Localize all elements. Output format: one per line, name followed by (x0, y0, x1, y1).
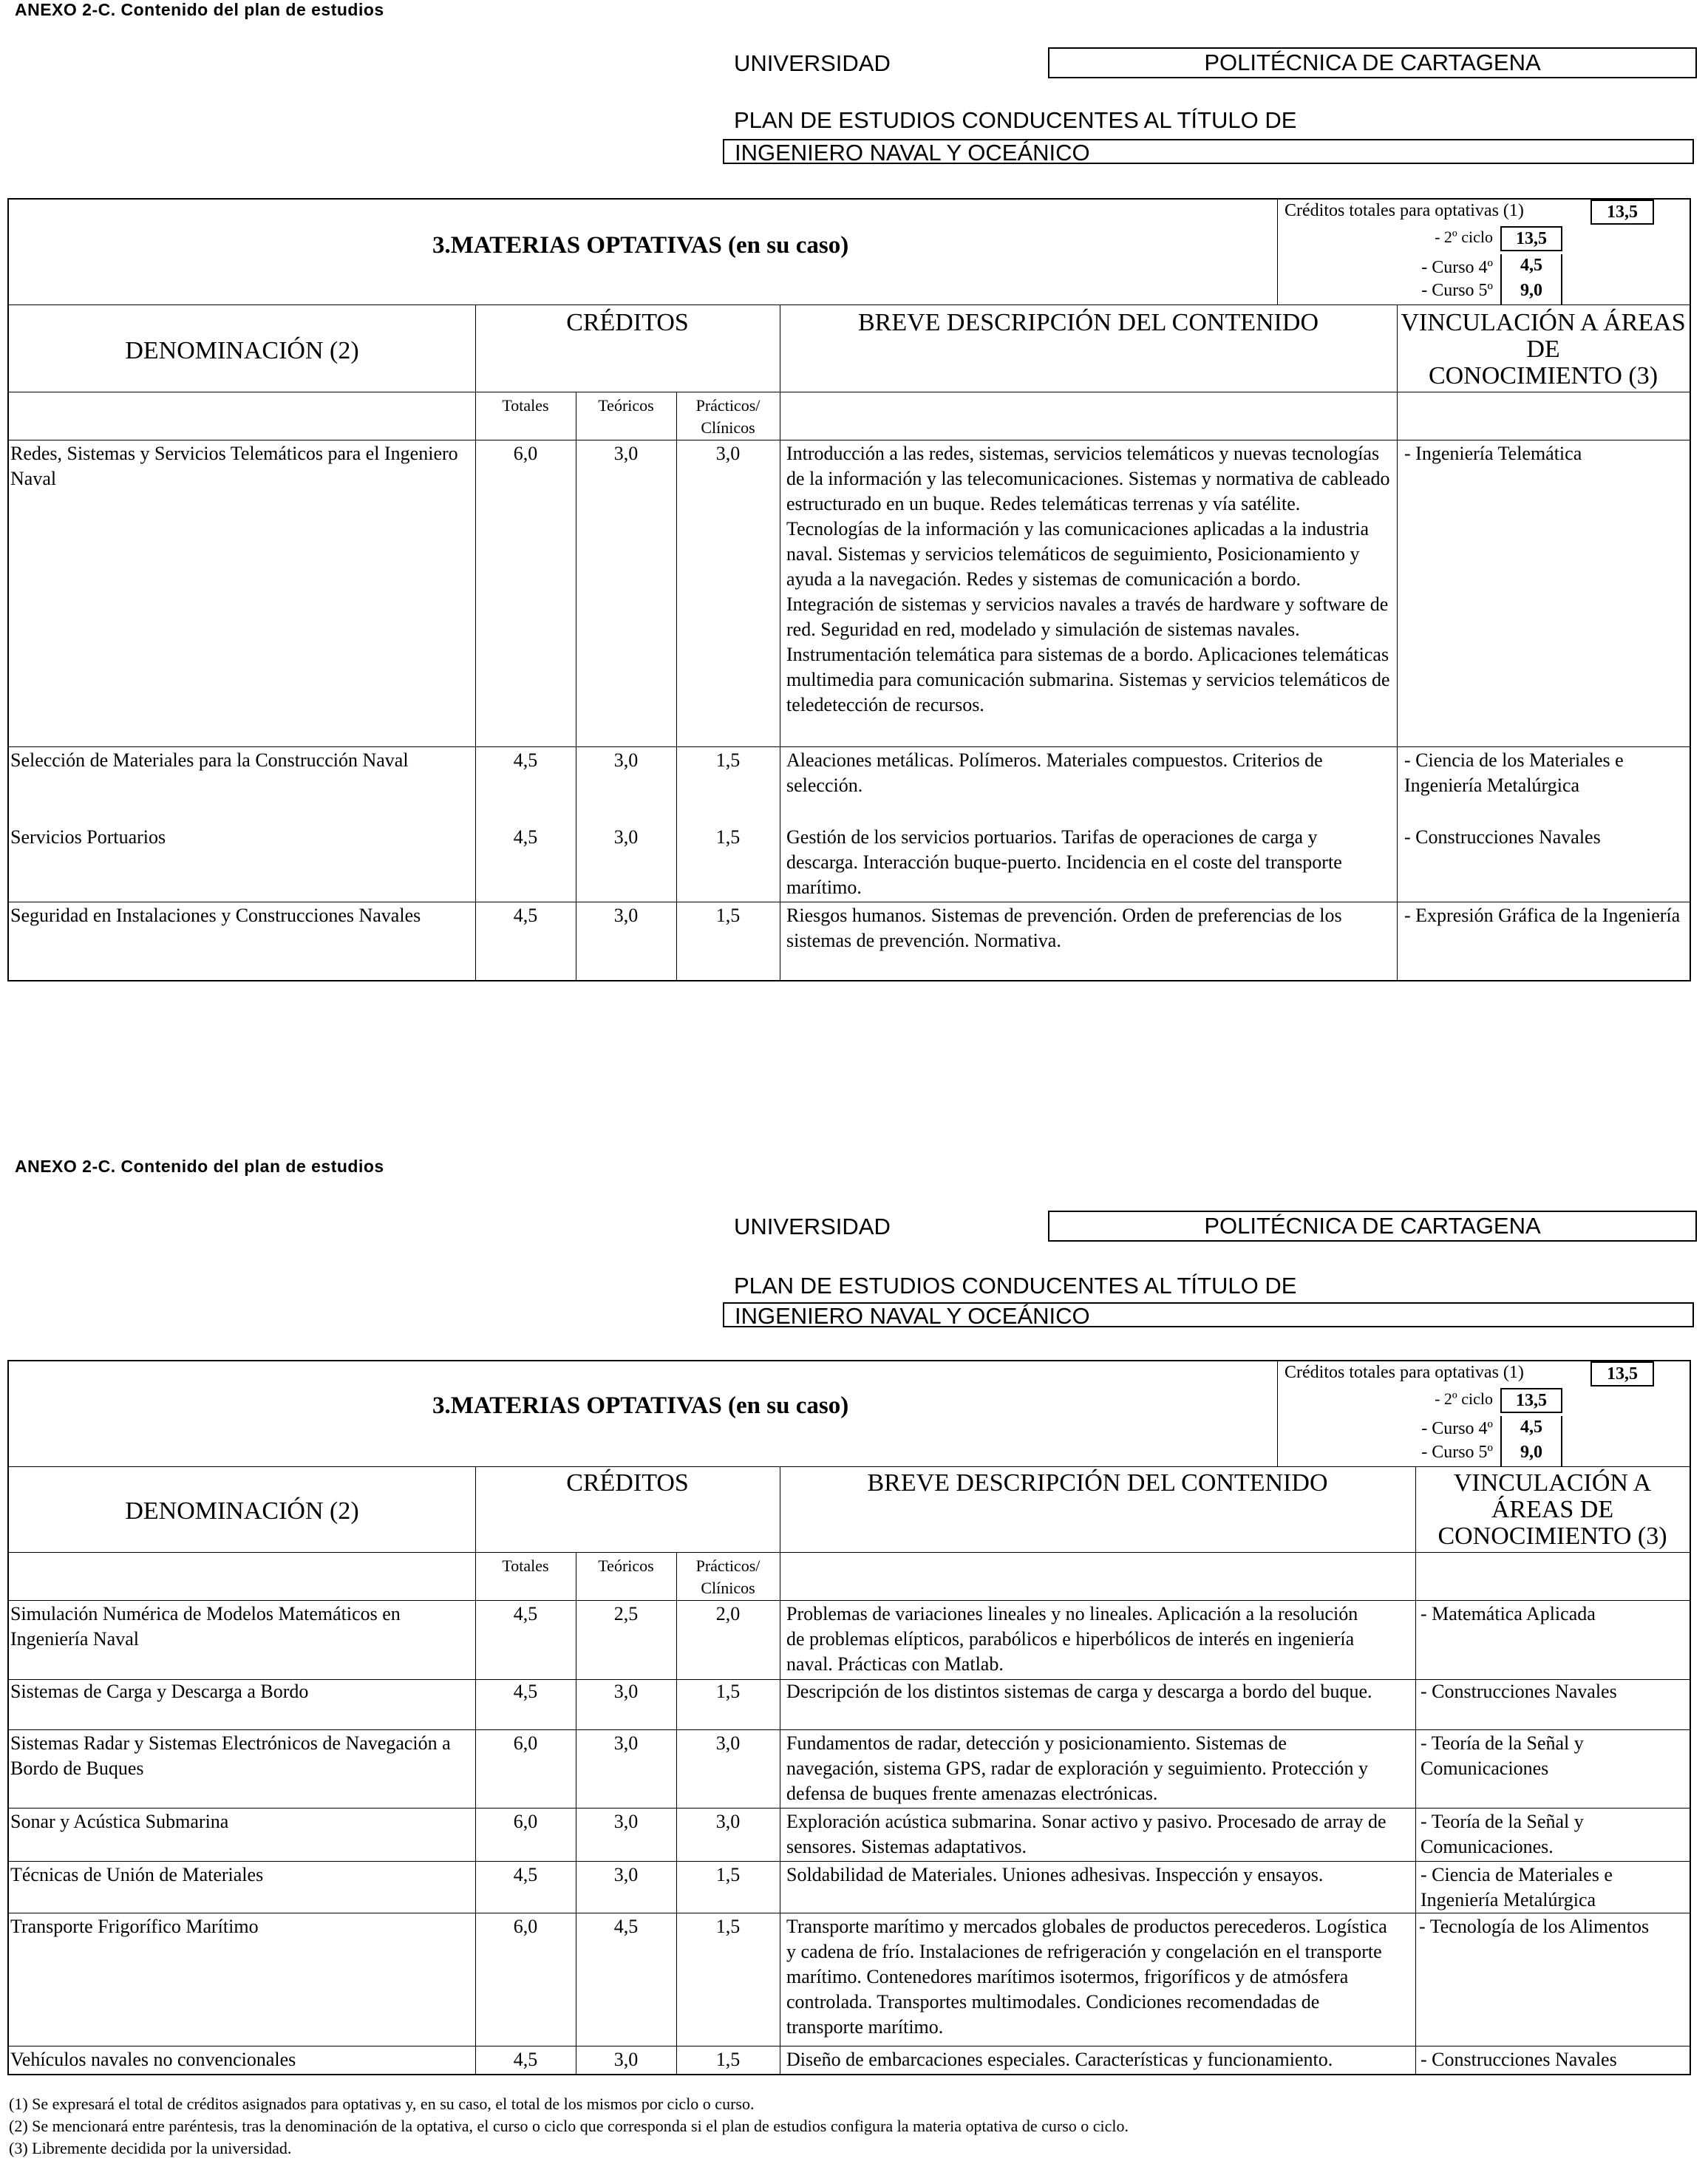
anexo-heading: ANEXO 2-C. Contenido del plan de estudios (15, 1157, 384, 1176)
col-rule (676, 392, 677, 981)
subheader-teoricos: Teóricos (598, 1556, 654, 1575)
subheader-practicos-1: Prácticos/ (695, 1556, 761, 1575)
table-row-name: Selección de Materiales para la Construcción Naval (10, 749, 409, 771)
creditos-total-label: Créditos totales para optativas (1) (1285, 1363, 1524, 1382)
header-creditos: CRÉDITOS (566, 309, 689, 336)
table-row-totales: 6,0 (513, 1732, 538, 1754)
header-vinculacion-3: CONOCIMIENTO (3) (1428, 362, 1658, 389)
table-row-totales: 6,0 (513, 443, 538, 464)
table-row-area: - Teoría de la Señal y Comunicaciones. (1421, 1811, 1584, 1857)
table-row-practicos: 3,0 (715, 1732, 741, 1754)
creditos-total-value: 13,5 (1590, 1361, 1654, 1386)
subheader-teoricos: Teóricos (598, 396, 654, 415)
row-rule (7, 1729, 1691, 1730)
table-row-practicos: 1,5 (715, 1864, 741, 1885)
subheader-practicos-2: Clínicos (701, 1579, 755, 1597)
table-row-teoricos: 3,0 (613, 905, 639, 926)
curso5-label: - Curso 5º (1421, 1443, 1493, 1462)
row-rule (7, 1861, 1691, 1862)
table-row-practicos: 1,5 (715, 2049, 741, 2070)
table-row-area: - Ciencia de Materiales e Ingeniería Metalúrgica (1421, 1864, 1613, 1910)
table-row-descripcion: Introducción a las redes, sistemas, servicios telemáticos y nuevas tecnologías de la información y las telecomunicaciones. Sistemas y normativa de cableado estructurado en un buque. Redes telemáticas terrenas y vía satélite. Tecnologías de la información y las comunicaciones aplicadas a la industria naval. Sistemas y servicios telemáticos de seguimiento, Posicionamiento y ayuda a la navegación. Redes y sistemas de comunicación a bordo. Integración de sistemas y servicios navales a través de hardware y software de red. Seguridad en red, modelado y simulación de sistemas navales. Instrumentación telemática para sistemas de a bordo. Aplicaciones telemáticas multimedia para comunicación submarina. Sistemas y servicios telemáticos de teledetección de recursos. (786, 443, 1390, 715)
subheader-practicos-1: Prácticos/ (695, 396, 761, 415)
table-row-descripcion: Descripción de los distintos sistemas de carga y descarga a bordo del buque. (786, 1681, 1372, 1702)
table-row-name: Redes, Sistemas y Servicios Telemáticos para el Ingeniero Naval (10, 443, 458, 489)
col-rule (1397, 304, 1398, 981)
header-denominacion: DENOMINACIÓN (2) (125, 1497, 359, 1525)
table-row-teoricos: 2,5 (613, 1603, 639, 1624)
row-rule (7, 1466, 1691, 1467)
ciclo-label: - 2º ciclo (1435, 228, 1493, 246)
table-row-practicos: 1,5 (715, 905, 741, 926)
table-row-descripcion: Riesgos humanos. Sistemas de prevención. Orden de preferencias de los sistemas de prevención. Normativa. (786, 905, 1342, 951)
table-row-practicos: 1,5 (715, 1681, 741, 1702)
table-row-area: - Teoría de la Señal y Comunicaciones (1421, 1732, 1584, 1779)
footnote-2: (2) Se mencionará entre paréntesis, tras la denominación de la optativa, el curso o ciclo que corresponda si el plan de estudios configura la materia optativa de curso o ciclo. (9, 2117, 1129, 2135)
table-row-area: - Construcciones Navales (1421, 1681, 1617, 1702)
footnote-1: (1) Se expresará el total de créditos asignados para optativas y, en su caso, el total de los mismos por ciclo o curso. (9, 2095, 755, 2113)
header-vinculacion-3: CONOCIMIENTO (3) (1437, 1522, 1667, 1550)
table-row-practicos: 1,5 (715, 749, 741, 771)
header-denominacion: DENOMINACIÓN (2) (125, 337, 359, 364)
materias-title: 3.MATERIAS OPTATIVAS (en su caso) (432, 1392, 849, 1419)
header-vinculacion-1: VINCULACIÓN A (1453, 1469, 1652, 1497)
divider (1277, 198, 1278, 304)
header-vinculacion-1: VINCULACIÓN A ÁREAS (1401, 309, 1686, 336)
curso5-value: 9,0 (1500, 1441, 1562, 1466)
universidad-name: POLITÉCNICA DE CARTAGENA (1048, 1211, 1697, 1242)
table-row-practicos: 2,0 (715, 1603, 741, 1624)
table-row-practicos: 1,5 (715, 826, 741, 848)
curso5-value: 9,0 (1500, 279, 1562, 304)
table-row-totales: 6,0 (513, 1916, 538, 1937)
table-row-name: Servicios Portuarios (10, 826, 166, 848)
table-row-teoricos: 4,5 (613, 1916, 639, 1937)
table-row-totales: 4,5 (513, 1603, 538, 1624)
table-row-area: - Matemática Aplicada (1421, 1603, 1596, 1624)
table-row-totales: 4,5 (513, 749, 538, 771)
table-row-name: Simulación Numérica de Modelos Matemáticos en Ingeniería Naval (10, 1603, 401, 1650)
ciclo-label: - 2º ciclo (1435, 1389, 1493, 1408)
header-descripcion: BREVE DESCRIPCIÓN DEL CONTENIDO (867, 1469, 1328, 1497)
table-row-teoricos: 3,0 (613, 1681, 639, 1702)
table-row-teoricos: 3,0 (613, 1811, 639, 1832)
ciclo-value: 13,5 (1500, 1388, 1562, 1413)
curso4-value: 4,5 (1500, 254, 1562, 279)
creditos-total-value: 13,5 (1590, 200, 1654, 225)
subheader-totales: Totales (502, 1556, 549, 1575)
table-row-teoricos: 3,0 (613, 2049, 639, 2070)
ciclo-value: 13,5 (1500, 226, 1562, 251)
table-row-practicos: 1,5 (715, 1916, 741, 1937)
table-row-totales: 6,0 (513, 1811, 538, 1832)
table-row-teoricos: 3,0 (613, 1732, 639, 1754)
curso4-value: 4,5 (1500, 1416, 1562, 1441)
curso4-label: - Curso 4º (1421, 258, 1493, 277)
table-row-name: Vehículos navales no convencionales (10, 2049, 296, 2070)
universidad-label: UNIVERSIDAD (734, 1214, 891, 1239)
divider (1277, 1360, 1278, 1466)
table-row-name: Técnicas de Unión de Materiales (10, 1864, 264, 1885)
table-row-name: Seguridad en Instalaciones y Construcciones Navales (10, 905, 421, 926)
table-row-teoricos: 3,0 (613, 749, 639, 771)
curso4-label: - Curso 4º (1421, 1419, 1493, 1438)
table-row-name: Transporte Frigorífico Marítimo (10, 1916, 259, 1937)
table-row-totales: 4,5 (513, 905, 538, 926)
table-row-descripcion: Diseño de embarcaciones especiales. Características y funcionamiento. (786, 2049, 1333, 2070)
table-row-descripcion: Fundamentos de radar, detección y posicionamiento. Sistemas de navegación, sistema GPS, radar de exploración y seguimiento. Protección y defensa de buques frente amenazas electrónicas. (786, 1732, 1369, 1804)
table-row-area: - Construcciones Navales (1421, 2049, 1617, 2070)
footnote-3: (3) Libremente decidida por la universidad. (9, 2139, 292, 2157)
row-rule (7, 1808, 1691, 1809)
header-descripcion: BREVE DESCRIPCIÓN DEL CONTENIDO (857, 309, 1319, 336)
table-row-descripcion: Exploración acústica submarina. Sonar activo y pasivo. Procesado de array de sensores. Sistemas adaptativos. (786, 1811, 1387, 1857)
table-row-descripcion: Aleaciones metálicas. Polímeros. Materiales compuestos. Criterios de selección. (786, 749, 1323, 796)
titulo-box: INGENIERO NAVAL Y OCEÁNICO (723, 1302, 1694, 1327)
table-row-name: Sonar y Acústica Submarina (10, 1811, 229, 1832)
header-vinculacion-2: DE (1526, 336, 1560, 363)
row-rule (7, 304, 1691, 305)
plan-label: PLAN DE ESTUDIOS CONDUCENTES AL TÍTULO DE (734, 1273, 1297, 1299)
header-vinculacion-2: ÁREAS DE (1491, 1496, 1614, 1523)
header-creditos: CRÉDITOS (566, 1469, 689, 1497)
table-row-descripcion: Gestión de los servicios portuarios. Tarifas de operaciones de carga y descarga. Interacción buque-puerto. Incidencia en el coste del transporte marítimo. (786, 826, 1342, 898)
table-row-area: - Expresión Gráfica de la Ingeniería (1404, 905, 1681, 926)
table-row-practicos: 3,0 (715, 1811, 741, 1832)
table-row-name: Sistemas Radar y Sistemas Electrónicos de Navegación a Bordo de Buques (10, 1732, 451, 1779)
anexo-heading: ANEXO 2-C. Contenido del plan de estudios (15, 0, 384, 19)
table-row-descripcion: Problemas de variaciones lineales y no lineales. Aplicación a la resolución de problemas elípticos, parabólicos e hiperbólicos de interés en ingeniería naval. Prácticas con Matlab. (786, 1603, 1358, 1675)
titulo-box: INGENIERO NAVAL Y OCEÁNICO (723, 139, 1694, 164)
table-row-area: - Construcciones Navales (1404, 826, 1601, 848)
universidad-name: POLITÉCNICA DE CARTAGENA (1048, 47, 1697, 78)
table-row-name: Sistemas de Carga y Descarga a Bordo (10, 1681, 309, 1702)
table-row-teoricos: 3,0 (613, 1864, 639, 1885)
table-row-practicos: 3,0 (715, 443, 741, 464)
row-rule (7, 1600, 1691, 1601)
materias-title: 3.MATERIAS OPTATIVAS (en su caso) (432, 232, 849, 259)
table-row-descripcion: Transporte marítimo y mercados globales de productos perecederos. Logística y cadena de frío. Instalaciones de refrigeración y congelación en el transporte marítimo. Contenedores marítimos isotermos, frigoríficos y de atmósfera controlada. Transportes multimodales. Condiciones recomendadas de transporte marítimo. (786, 1916, 1387, 2038)
table-row-totales: 4,5 (513, 1681, 538, 1702)
table-row-totales: 4,5 (513, 826, 538, 848)
subheader-practicos-2: Clínicos (701, 418, 755, 437)
plan-label: PLAN DE ESTUDIOS CONDUCENTES AL TÍTULO DE (734, 107, 1297, 133)
table-row-totales: 4,5 (513, 2049, 538, 2070)
table-row-area: - Ciencia de los Materiales e Ingeniería Metalúrgica (1404, 749, 1624, 796)
row-rule (7, 746, 1691, 747)
row-rule (7, 1552, 1691, 1553)
table-row-teoricos: 3,0 (613, 443, 639, 464)
table-row-teoricos: 3,0 (613, 826, 639, 848)
table-row-area: - Ingeniería Telemática (1404, 443, 1582, 464)
table-row-area: - Tecnología de los Alimentos (1419, 1916, 1650, 1937)
creditos-total-label: Créditos totales para optativas (1) (1285, 201, 1524, 220)
col-rule (1415, 1466, 1416, 2075)
universidad-label: UNIVERSIDAD (734, 50, 891, 76)
curso5-label: - Curso 5º (1421, 281, 1493, 300)
table-row-totales: 4,5 (513, 1864, 538, 1885)
table-row-descripcion: Soldabilidad de Materiales. Uniones adhesivas. Inspección y ensayos. (786, 1864, 1324, 1885)
subheader-totales: Totales (502, 396, 549, 415)
